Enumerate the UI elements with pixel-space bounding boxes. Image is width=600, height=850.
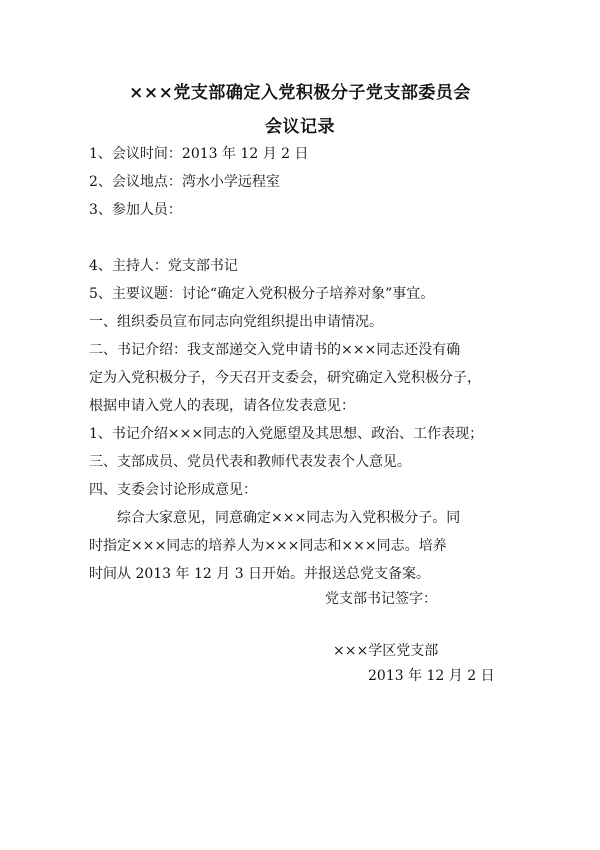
meeting-location: 2、会议地点：湾水小学远程室 — [89, 174, 280, 190]
agenda-item-1: 一、组织委员宣布同志向党组织提出申请情况。 — [89, 314, 383, 330]
document-body — [89, 140, 529, 588]
agenda-item-4: 四、支委会讨论形成意见： — [89, 482, 257, 498]
attendees: 3、参加人员： — [89, 202, 182, 218]
main-topic: 5、主要议题：讨论“确定入党积极分子培养对象”事宜。 — [89, 286, 435, 302]
agenda-item-3: 三、支部成员、党员代表和教师代表发表个人意见。 — [89, 454, 411, 470]
signature-organization: ×××学区党支部 — [333, 643, 439, 659]
agenda-item-2-line-1: 二、书记介绍：我支部递交入党申请书的×××同志还没有确 — [89, 342, 461, 358]
blank-line — [89, 224, 529, 252]
signature-date: 2013 年 12 月 2 日 — [368, 668, 495, 684]
signature-label: 党支部书记签字： — [325, 591, 437, 607]
agenda-item-2-line-3: 根据申请入党人的表现，请各位发表意见： — [89, 398, 355, 414]
document-title: ×××党支部确定入党积极分子党支部委员会 — [129, 83, 471, 103]
host: 4、主持人：党支部书记 — [89, 258, 238, 274]
agenda-subitem-1: 1、书记介绍×××同志的入党愿望及其思想、政治、工作表现； — [89, 426, 484, 442]
conclusion-line-3: 时间从 2013 年 12 月 3 日开始。并报送总党支备案。 — [89, 566, 431, 582]
agenda-item-2-line-2: 定为入党积极分子，今天召开支委会，研究确定入党积极分子， — [89, 370, 481, 386]
conclusion-line-2: 时指定×××同志的培养人为×××同志和×××同志。培养 — [89, 538, 447, 554]
meeting-time: 1、会议时间：2013 年 12 月 2 日 — [89, 146, 309, 162]
document-subtitle: 会议记录 — [265, 117, 335, 137]
conclusion-line-1: 综合大家意见，同意确定×××同志为入党积极分子。同 — [117, 510, 461, 526]
